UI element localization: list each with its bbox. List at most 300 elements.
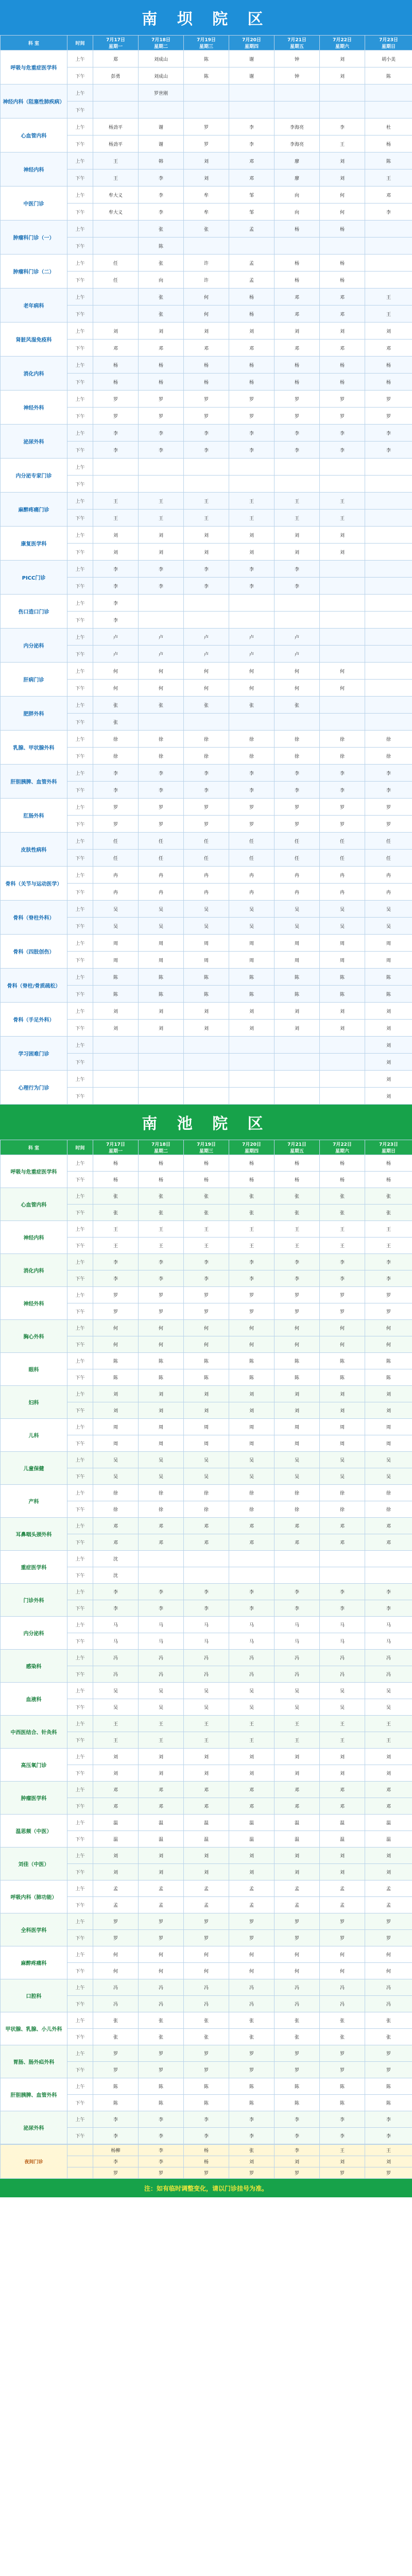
doctor-cell (320, 1071, 365, 1088)
doctor-cell: 杨 (365, 357, 412, 374)
doctor-cell: 冯 (320, 1666, 365, 1683)
time-slot: 上午 (67, 1946, 93, 1963)
doctor-cell: 冯 (274, 1666, 320, 1683)
doctor-cell: 刘 (274, 1749, 320, 1765)
doctor-cell (229, 1037, 274, 1054)
doctor-cell (139, 714, 184, 731)
doctor-cell: 马 (274, 1633, 320, 1650)
doctor-cell: 杨劲平 (93, 135, 139, 152)
time-slot: 下午 (67, 1468, 93, 1485)
doctor-cell: 邓 (365, 1798, 412, 1815)
doctor-cell: 刘 (320, 544, 365, 561)
doctor-cell: 邓 (139, 1518, 184, 1534)
doctor-cell: 周 (274, 952, 320, 969)
day-date: 7月18日 (151, 38, 170, 43)
day-weekday: 星期二 (153, 44, 168, 49)
doctor-cell: 杨 (139, 374, 184, 391)
doctor-cell: 李 (365, 442, 412, 459)
doctor-cell: 冯 (229, 1666, 274, 1683)
doctor-cell: 徐 (229, 731, 274, 748)
doctor-cell: 任 (139, 850, 184, 867)
time-slot: 下午 (67, 2062, 93, 2078)
doctor-cell: 罗 (320, 2062, 365, 2078)
doctor-cell: 马 (184, 1617, 229, 1633)
doctor-cell: 李 (93, 1600, 139, 1617)
doctor-cell: 徐 (184, 748, 229, 765)
doctor-cell: 刘 (274, 1003, 320, 1020)
doctor-cell: 陈 (139, 2095, 184, 2111)
doctor-cell: 徐 (320, 731, 365, 748)
doctor-cell: 王 (139, 1238, 184, 1254)
time-slot: 下午 (67, 1798, 93, 1815)
table-row (1, 901, 412, 918)
time-slot: 下午 (67, 1369, 93, 1386)
doctor-cell: 杨 (365, 1172, 412, 1188)
doctor-cell: 刘 (229, 323, 274, 340)
doctor-cell: 杨 (139, 1155, 184, 1172)
doctor-cell: 李 (93, 2156, 139, 2167)
doctor-cell: 徐 (93, 748, 139, 765)
doctor-cell: 王 (365, 2145, 412, 2156)
doctor-cell: 杨 (229, 374, 274, 391)
doctor-cell: 王 (274, 1238, 320, 1254)
doctor-cell: 罗 (139, 391, 184, 408)
doctor-cell: 周 (320, 952, 365, 969)
doctor-cell: 罗 (274, 1303, 320, 1320)
doctor-cell: 罗 (93, 1287, 139, 1303)
time-slot: 下午 (67, 510, 93, 527)
doctor-cell: 李 (229, 1270, 274, 1287)
doctor-cell: 何 (139, 1336, 184, 1353)
doctor-cell (365, 1551, 412, 1567)
table-row (1, 697, 412, 714)
doctor-cell (274, 84, 320, 101)
time-slot: 下午 (67, 2029, 93, 2045)
doctor-cell: 陈 (229, 2095, 274, 2111)
day-header (229, 36, 274, 50)
notice-bar: 注：如有临时调整变化，请以门诊挂号为准。 (0, 2179, 412, 2197)
doctor-cell: 张 (365, 2012, 412, 2029)
doctor-cell (229, 101, 274, 118)
doctor-cell: 李 (139, 765, 184, 782)
doctor-cell: 何 (139, 1963, 184, 1979)
doctor-cell: 温 (139, 1831, 184, 1848)
doctor-cell: 陈 (139, 1353, 184, 1369)
doctor-cell: 王 (139, 1221, 184, 1238)
doctor-cell (365, 595, 412, 612)
time-slot: 下午 (67, 1600, 93, 1617)
doctor-cell: 李 (274, 561, 320, 578)
doctor-cell: 张 (320, 2012, 365, 2029)
time-slot: 下午 (67, 1699, 93, 1716)
doctor-cell: 张 (229, 1188, 274, 1205)
doctor-cell: 李 (93, 2111, 139, 2128)
doctor-cell: 周 (229, 1419, 274, 1435)
doctor-cell: 孟 (365, 1897, 412, 1913)
doctor-cell: 刘 (139, 544, 184, 561)
doctor-cell: 何 (365, 1963, 412, 1979)
doctor-cell: 任 (184, 850, 229, 867)
doctor-cell: 王 (93, 1732, 139, 1749)
doctor-cell (320, 84, 365, 101)
doctor-cell: 陈 (184, 2078, 229, 2095)
table-row (1, 1848, 412, 1864)
doctor-cell (139, 101, 184, 118)
doctor-cell: 何 (320, 1963, 365, 1979)
doctor-cell: 卢 (274, 646, 320, 663)
doctor-cell: 何 (320, 663, 365, 680)
doctor-cell: 张 (184, 1205, 229, 1221)
doctor-cell: 陈 (365, 2095, 412, 2111)
doctor-cell: 陈 (229, 2078, 274, 2095)
doctor-cell: 王 (184, 493, 229, 510)
table-row (1, 2145, 412, 2156)
doctor-cell: 李 (320, 1584, 365, 1600)
doctor-cell: 李 (93, 1270, 139, 1287)
time-slot: 下午 (67, 1402, 93, 1419)
time-slot: 上午 (67, 561, 93, 578)
doctor-cell (320, 238, 365, 255)
doctor-cell: 卢 (229, 629, 274, 646)
dept-name: 内分泌专家门诊 (1, 459, 67, 493)
dept-name: 呼吸与危重症医学科 (1, 1155, 67, 1188)
doctor-cell: 李 (184, 782, 229, 799)
doctor-cell: 邓 (274, 1798, 320, 1815)
doctor-cell (320, 714, 365, 731)
time-slot: 下午 (67, 1897, 93, 1913)
doctor-cell: 冉 (184, 884, 229, 901)
table-row (1, 561, 412, 578)
dept-name: 温思频（中医） (1, 1815, 67, 1848)
time-slot: 下午 (67, 1336, 93, 1353)
doctor-cell: 邓 (320, 306, 365, 323)
doctor-cell (184, 84, 229, 101)
doctor-cell: 罗 (320, 799, 365, 816)
doctor-cell: 何 (365, 1320, 412, 1336)
doctor-cell: 徐 (320, 1501, 365, 1518)
doctor-cell: 张 (229, 1205, 274, 1221)
doctor-cell: 罗 (365, 2045, 412, 2062)
doctor-cell: 罗 (320, 816, 365, 833)
doctor-cell: 刘 (274, 2156, 320, 2167)
day-date: 7月22日 (333, 38, 352, 43)
doctor-cell (365, 459, 412, 476)
doctor-cell: 何 (184, 306, 229, 323)
doctor-cell: 吴 (365, 1468, 412, 1485)
doctor-cell (184, 714, 229, 731)
time-slot: 上午 (67, 1419, 93, 1435)
doctor-cell: 刘 (139, 1848, 184, 1864)
doctor-cell (229, 595, 274, 612)
doctor-cell: 罗 (184, 799, 229, 816)
table-row (1, 2012, 412, 2029)
dept-name: 高压氧门诊 (1, 1749, 67, 1782)
doctor-cell: 李海亮 (274, 118, 320, 135)
doctor-cell: 李 (139, 204, 184, 221)
doctor-cell: 杨 (320, 1172, 365, 1188)
doctor-cell: 罗 (274, 2045, 320, 2062)
doctor-cell: 牟大义 (93, 204, 139, 221)
doctor-cell: 冯 (320, 1979, 365, 1996)
doctor-cell: 冯 (93, 1666, 139, 1683)
doctor-cell (365, 238, 412, 255)
doctor-cell: 杨 (274, 357, 320, 374)
doctor-cell: 王 (229, 493, 274, 510)
doctor-cell: 陈 (184, 986, 229, 1003)
doctor-cell: 温 (274, 1815, 320, 1831)
day-weekday: 星期四 (244, 1149, 259, 1154)
doctor-cell: 李 (274, 2145, 320, 2156)
time-slot: 上午 (67, 1287, 93, 1303)
time-slot: 上午 (67, 1003, 93, 1020)
doctor-cell: 许 (184, 255, 229, 272)
table-row (1, 391, 412, 408)
table-row (1, 2045, 412, 2062)
doctor-cell: 张 (93, 2029, 139, 2045)
doctor-cell: 冯 (320, 1996, 365, 2012)
doctor-cell: 马 (229, 1633, 274, 1650)
time-slot: 下午 (67, 680, 93, 697)
doctor-cell: 李 (184, 1254, 229, 1270)
doctor-cell: 罗 (139, 1913, 184, 1930)
doctor-cell: 邓 (365, 1518, 412, 1534)
doctor-cell: 李 (320, 118, 365, 135)
doctor-cell (184, 101, 229, 118)
doctor-cell: 罗 (184, 1287, 229, 1303)
time-slot: 上午 (67, 50, 93, 67)
doctor-cell: 谢 (229, 67, 274, 84)
time-slot: 下午 (67, 306, 93, 323)
table-row (1, 2078, 412, 2095)
day-weekday: 星期二 (153, 1149, 168, 1154)
doctor-cell (320, 101, 365, 118)
doctor-cell: 罗 (184, 2045, 229, 2062)
doctor-cell: 杨 (184, 374, 229, 391)
table-row (1, 663, 412, 680)
doctor-cell: 陈 (184, 969, 229, 986)
doctor-cell: 孟 (184, 1897, 229, 1913)
doctor-cell: 卢 (229, 646, 274, 663)
doctor-cell: 刘 (184, 323, 229, 340)
doctor-cell: 陈 (93, 1369, 139, 1386)
doctor-cell: 刘 (93, 1848, 139, 1864)
doctor-cell: 吴 (184, 901, 229, 918)
doctor-cell: 李 (229, 118, 274, 135)
doctor-cell: 刘 (139, 1402, 184, 1419)
doctor-cell: 徐 (274, 1485, 320, 1501)
time-slot: 上午 (67, 1880, 93, 1897)
time-slot: 上午 (67, 765, 93, 782)
doctor-cell: 刘 (229, 1749, 274, 1765)
doctor-cell (139, 1054, 184, 1071)
dept-name: 骨科（关节与运动医学） (1, 867, 67, 901)
doctor-cell: 陈 (365, 1353, 412, 1369)
table-row (1, 1485, 412, 1501)
doctor-cell: 李 (274, 1270, 320, 1287)
doctor-cell: 刘 (320, 1003, 365, 1020)
day-date: 7月17日 (106, 38, 125, 43)
doctor-cell: 温 (274, 1831, 320, 1848)
table-row (1, 118, 412, 135)
dept-name: 感染科 (1, 1650, 67, 1683)
doctor-cell: 罗 (320, 1303, 365, 1320)
time-slot: 上午 (67, 1320, 93, 1336)
doctor-cell: 刘 (229, 527, 274, 544)
doctor-cell: 何 (274, 1336, 320, 1353)
doctor-cell (320, 1037, 365, 1054)
doctor-cell: 邓 (320, 1798, 365, 1815)
day-header (365, 1140, 412, 1155)
time-slot: 上午 (67, 323, 93, 340)
doctor-cell: 王 (93, 170, 139, 187)
doctor-cell: 刘 (139, 1020, 184, 1037)
time-slot: 下午 (67, 67, 93, 84)
time-slot: 下午 (67, 1303, 93, 1320)
doctor-cell: 罗 (365, 391, 412, 408)
doctor-cell: 徐 (139, 731, 184, 748)
doctor-cell: 李 (139, 187, 184, 204)
doctor-cell: 温 (320, 1815, 365, 1831)
time-slot: 上午 (67, 1155, 93, 1172)
doctor-cell: 张 (139, 306, 184, 323)
time-slot: 下午 (67, 2128, 93, 2144)
doctor-cell: 王 (320, 1732, 365, 1749)
doctor-cell: 彭勇 (93, 67, 139, 84)
doctor-cell: 陈 (139, 1369, 184, 1386)
doctor-cell (93, 84, 139, 101)
doctor-cell: 周 (274, 1419, 320, 1435)
table-row (1, 1815, 412, 1831)
doctor-cell: 何 (93, 1946, 139, 1963)
doctor-cell: 罗 (274, 1913, 320, 1930)
doctor-cell: 刘 (274, 1020, 320, 1037)
doctor-cell: 罗 (184, 816, 229, 833)
doctor-cell: 徐 (274, 731, 320, 748)
doctor-cell: 李 (320, 2128, 365, 2144)
north-schedule-table (0, 35, 412, 1105)
doctor-cell: 陈 (365, 969, 412, 986)
table-row (1, 493, 412, 510)
doctor-cell: 冉 (365, 884, 412, 901)
doctor-cell: 刘 (320, 67, 365, 84)
doctor-cell (365, 527, 412, 544)
doctor-cell: 徐 (320, 1485, 365, 1501)
doctor-cell: 刘 (139, 323, 184, 340)
doctor-cell (93, 1054, 139, 1071)
time-slot: 下午 (67, 544, 93, 561)
doctor-cell: 李 (365, 204, 412, 221)
table-row (1, 1683, 412, 1699)
doctor-cell (184, 595, 229, 612)
table-row (1, 1979, 412, 1996)
doctor-cell: 陈 (93, 1353, 139, 1369)
doctor-cell: 杨 (274, 255, 320, 272)
doctor-cell: 刘 (320, 527, 365, 544)
doctor-cell: 罗 (229, 2062, 274, 2078)
doctor-cell: 何 (184, 680, 229, 697)
doctor-cell: 何 (365, 1336, 412, 1353)
table-row (1, 289, 412, 306)
doctor-cell: 陈 (320, 2095, 365, 2111)
doctor-cell: 马 (365, 1617, 412, 1633)
doctor-cell: 邓 (184, 340, 229, 357)
doctor-cell: 冯 (229, 1979, 274, 1996)
time-slot: 上午 (67, 2078, 93, 2095)
doctor-cell: 李 (320, 425, 365, 442)
day-date: 7月17日 (106, 1142, 125, 1147)
doctor-cell: 何 (320, 680, 365, 697)
doctor-cell: 刘 (229, 1386, 274, 1402)
time-slot: 下午 (67, 238, 93, 255)
doctor-cell: 李 (274, 1584, 320, 1600)
time-slot: 上午 (67, 1979, 93, 1996)
table-row (1, 1716, 412, 1732)
doctor-cell: 邓 (365, 187, 412, 204)
doctor-cell: 罗 (274, 799, 320, 816)
table-row (1, 1913, 412, 1930)
doctor-cell: 孟 (229, 272, 274, 289)
time-slot: 上午 (67, 935, 93, 952)
doctor-cell: 马 (139, 1633, 184, 1650)
doctor-cell: 何 (320, 187, 365, 204)
time-slot: 上午 (67, 1551, 93, 1567)
doctor-cell: 徐 (365, 731, 412, 748)
slot-header: 时间 (67, 1140, 93, 1155)
doctor-cell: 邓 (274, 289, 320, 306)
time-slot: 上午 (67, 527, 93, 544)
doctor-cell: 孟 (93, 1880, 139, 1897)
doctor-cell: 郑 (93, 50, 139, 67)
doctor-cell: 罗 (229, 2167, 274, 2179)
doctor-cell: 吴 (139, 1683, 184, 1699)
doctor-cell: 杨 (139, 357, 184, 374)
doctor-cell (365, 561, 412, 578)
doctor-cell (229, 1088, 274, 1105)
doctor-cell: 冯 (184, 1996, 229, 2012)
dept-name: 麻醉疼痛科 (1, 1946, 67, 1979)
doctor-cell: 周 (184, 952, 229, 969)
doctor-cell: 李 (320, 782, 365, 799)
doctor-cell: 陈 (229, 986, 274, 1003)
doctor-cell: 张 (139, 255, 184, 272)
doctor-cell: 许 (184, 272, 229, 289)
doctor-cell: 刘 (139, 1765, 184, 1782)
doctor-cell: 李 (274, 2111, 320, 2128)
doctor-cell: 冯 (184, 1650, 229, 1666)
table-row (1, 1155, 412, 1172)
doctor-cell: 刘 (184, 1749, 229, 1765)
doctor-cell: 刘 (320, 1020, 365, 1037)
doctor-cell: 徐 (365, 1485, 412, 1501)
doctor-cell: 冯 (365, 1666, 412, 1683)
doctor-cell: 李 (365, 1270, 412, 1287)
doctor-cell: 何 (320, 1320, 365, 1336)
time-slot: 上午 (67, 1518, 93, 1534)
doctor-cell: 罗 (365, 799, 412, 816)
doctor-cell: 牟 (184, 204, 229, 221)
doctor-cell: 何 (274, 1963, 320, 1979)
doctor-cell: 冯 (229, 1996, 274, 2012)
dept-name: 神经内科 (1, 1221, 67, 1254)
doctor-cell: 李 (184, 425, 229, 442)
dept-name: 心血管内科 (1, 1188, 67, 1221)
time-slot: 下午 (67, 714, 93, 731)
doctor-cell: 卢 (274, 629, 320, 646)
doctor-cell: 罗 (365, 2167, 412, 2179)
doctor-cell: 任 (229, 850, 274, 867)
doctor-cell: 张 (184, 1188, 229, 1205)
doctor-cell: 罗 (229, 1930, 274, 1946)
